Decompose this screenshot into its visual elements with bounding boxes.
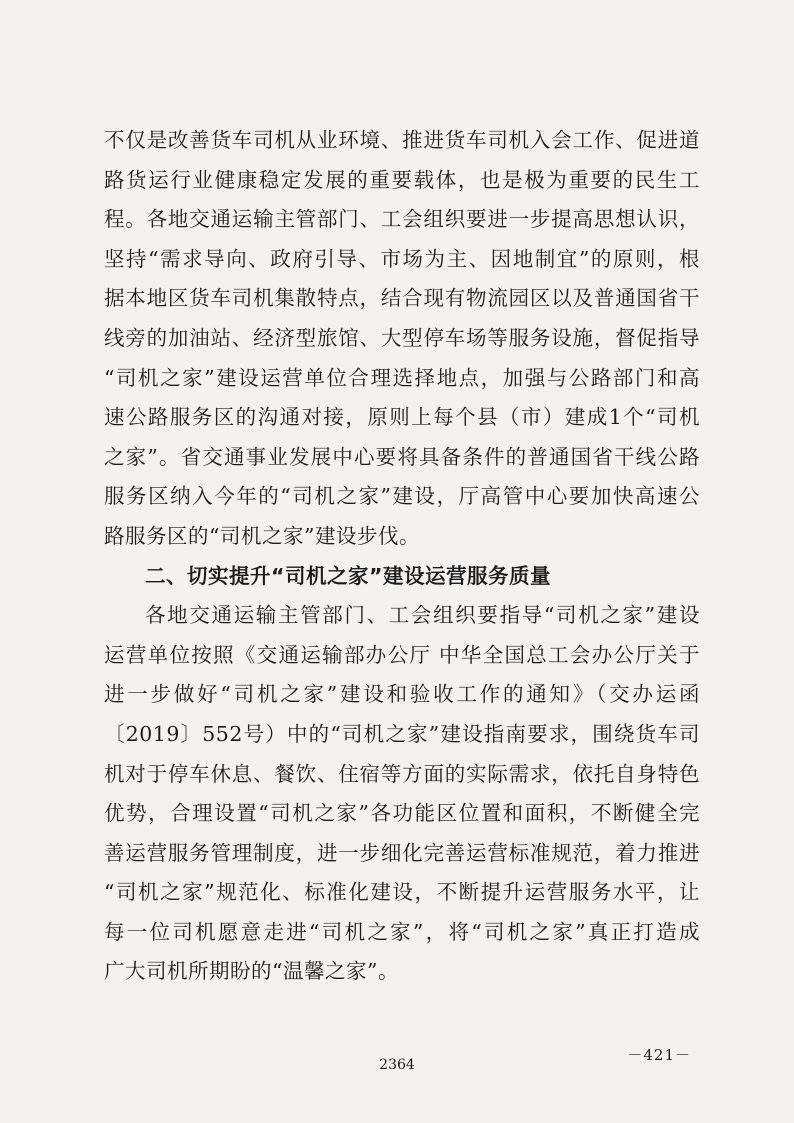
- paragraph-line: “司机之家”建设运营单位合理选择地点，加强与公路部门和高: [104, 365, 700, 390]
- paragraph-line: 据本地区货车司机集散特点，结合现有物流园区以及普通国省干: [104, 286, 700, 311]
- paragraph-line: 〔2019〕552号）中的“司机之家”建设指南要求，围绕货车司: [104, 721, 700, 746]
- footer-number: 2364: [379, 1057, 415, 1073]
- paragraph-line: 善运营服务管理制度，进一步细化完善运营标准规范，着力推进: [104, 840, 700, 865]
- paragraph-line: 各地交通运输主管部门、工会组织要指导“司机之家”建设: [145, 603, 700, 628]
- paragraph-line: 速公路服务区的沟通对接，原则上每个县（市）建成1个“司机: [104, 405, 700, 430]
- body-text: [104, 121, 700, 992]
- paragraph-line: 运营单位按照《交通运输部办公厅 中华全国总工会办公厅关于: [104, 642, 700, 667]
- paragraph-line: “司机之家”规范化、标准化建设，不断提升运营服务水平，让: [104, 880, 700, 905]
- paragraph-line: 服务区纳入今年的“司机之家”建设，厅高管中心要加快高速公: [104, 484, 700, 509]
- paragraph-line: 线旁的加油站、经济型旅馆、大型停车场等服务设施，督促指导: [104, 325, 700, 350]
- paragraph-line: 机对于停车休息、餐饮、住宿等方面的实际需求，依托自身特色: [104, 761, 700, 786]
- paragraph-line: 优势，合理设置“司机之家”各功能区位置和面积，不断健全完: [104, 801, 700, 826]
- paragraph-line: 路服务区的“司机之家”建设步伐。: [104, 523, 420, 548]
- page-number: －421－: [627, 1046, 691, 1064]
- paragraph-line: 每一位司机愿意走进“司机之家”，将“司机之家”真正打造成: [104, 919, 700, 944]
- paragraph-line: 进一步做好“司机之家”建设和验收工作的通知》（交办运函: [104, 682, 700, 707]
- paragraph-line: 程。各地交通运输主管部门、工会组织要进一步提高思想认识，: [104, 207, 700, 232]
- section-heading: 二、切实提升“司机之家”建设运营服务质量: [145, 563, 551, 588]
- paragraph-line: 路货运行业健康稳定发展的重要载体，也是极为重要的民生工: [104, 167, 700, 192]
- paragraph-line: 广大司机所期盼的“温馨之家”。: [104, 959, 399, 984]
- paragraph-line: 坚持“需求导向、政府引导、市场为主、因地制宜”的原则，根: [104, 246, 700, 271]
- paragraph-line: 之家”。省交通事业发展中心要将具备条件的普通国省干线公路: [104, 444, 700, 469]
- paragraph-line: 不仅是改善货车司机从业环境、推进货车司机入会工作、促进道: [104, 128, 700, 152]
